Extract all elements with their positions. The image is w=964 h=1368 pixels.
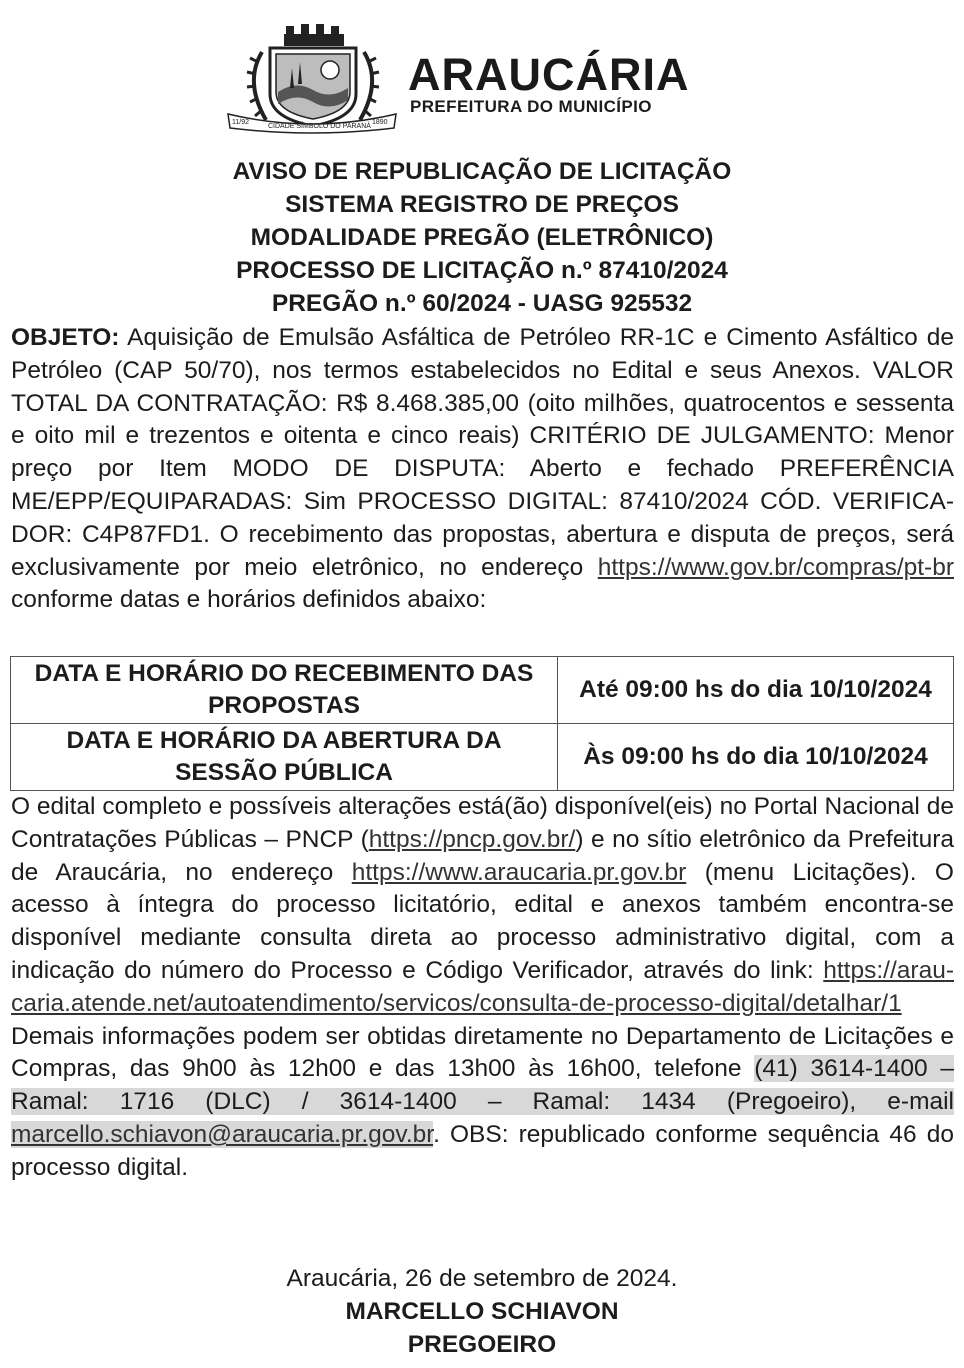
- notice-system: SISTEMA REGISTRO DE PREÇOS: [285, 191, 679, 218]
- phone-contact: (41) 3614-1400 – Ramal: 1716 (DLC) / 3614-1400 – Ramal: 1434 (Pregoeiro), e-mail: [11, 1055, 954, 1116]
- info-text-3: (menu Licitações). O acesso à íntegra do processo licitatório, edital e anexos também encontra-se disponível mediante consulta direta ao processo administrativo digital, com a indicação do número do Processo e Código Verificador, através do link:: [11, 858, 954, 984]
- object-text: Aquisição de Emulsão Asfáltica de Petróleo RR-1C e Cimento Asfáltico de Petróleo (CAP 50/70), nos termos estabelecidos no Edital e seus Anexos. VALOR TOTAL DA CONTRATAÇÃO: R$ 8.468.385,00 (oito milhões, quatrocentos e sessenta e oito mil e trezentos e oitenta e cinco reais) CRITÉRIO DE JULGAMENTO: Menor preço por Item MODO DE DISPUTA: Aberto e fechado PREFERÊNCIA ME/EPP/EQUIPARADAS: Sim PROCESSO DIGITAL: 87410/2024 CÓD. VERIFICADOR: C4P87FD1. O recebimento das propostas, abertura e disputa de preços, será exclusivamente por meio eletrônico, no endereço: [11, 324, 954, 581]
- municipality-subtitle: PREFEITURA DO MUNICÍPIO: [410, 97, 652, 116]
- info-text-2: ) e no sítio eletrônico da Prefeitura de Araucária, no endereço: [11, 825, 954, 886]
- schedule-label: DATA E HORÁRIO DA ABERTURA DA SESSÃO PÚBLICA: [11, 724, 558, 791]
- schedule-value: Até 09:00 hs do dia 10/10/2024: [558, 657, 954, 724]
- pncp-link[interactable]: https://pncp.gov.br/: [368, 825, 576, 853]
- araucaria-site-link[interactable]: https://www.araucaria.pr.gov.br: [351, 858, 687, 886]
- table-row: [11, 657, 954, 724]
- crest-year-right: 1890: [372, 119, 388, 126]
- schedule-label: DATA E HORÁRIO DO RECEBIMENTO DAS PROPOSTAS: [11, 657, 558, 724]
- notice-modality: MODALIDADE PREGÃO (ELETRÔNICO): [250, 224, 714, 251]
- compras-link[interactable]: https://www.gov.br/compras/pt-br: [597, 553, 954, 581]
- object-after-text: conforme datas e horários definidos abaixo:: [11, 586, 487, 614]
- notice-title-block: [0, 155, 964, 320]
- atende-process-link[interactable]: https://araucaria.atende.net/autoatendimento/servicos/consulta-de-processo-digital/detalhar/1: [11, 956, 954, 1017]
- table-row: [11, 724, 954, 791]
- signer-name: MARCELLO SCHIAVON: [345, 1298, 619, 1325]
- letterhead: [222, 22, 752, 134]
- schedule-table: [10, 656, 954, 791]
- info-text-4: Demais informações podem ser obtidas diretamente no Departamento de Licitações e Compras, das 9h00 às 12h00 e das 13h00 às 16h00, telefone: [11, 1022, 954, 1083]
- object-label: OBJETO:: [11, 324, 120, 351]
- crest-year-left: 11/92: [232, 119, 249, 126]
- notice-title: AVISO DE REPUBLICAÇÃO DE LICITAÇÃO: [232, 158, 732, 185]
- info-text-1: O edital completo e possíveis alterações está(ão) disponível(eis) no Portal Nacional de Contratações Públicas – PNCP (: [11, 793, 954, 853]
- signature-block: [0, 1262, 964, 1361]
- municipal-crest-icon: [222, 22, 402, 134]
- municipality-name: ARAUCÁRIA: [408, 49, 690, 100]
- crest-motto: CIDADE SÍMBOLO DO PARANÁ: [268, 123, 371, 130]
- object-paragraph: [11, 322, 954, 617]
- place-date: Araucária, 26 de setembro de 2024.: [286, 1265, 678, 1292]
- info-text-5: . OBS: republicado conforme sequência 46 do processo digital.: [11, 1120, 954, 1181]
- email-link[interactable]: marcello.schiavon@araucaria.pr.gov.br: [11, 1120, 434, 1148]
- notice-process: PROCESSO DE LICITAÇÃO n.º 87410/2024: [236, 257, 728, 284]
- info-paragraph: [11, 791, 954, 1185]
- schedule-value: Às 09:00 hs do dia 10/10/2024: [558, 724, 954, 791]
- notice-auction: PREGÃO n.º 60/2024 - UASG 925532: [271, 290, 693, 317]
- brand: [408, 49, 690, 116]
- signer-role: PREGOEIRO: [407, 1331, 557, 1358]
